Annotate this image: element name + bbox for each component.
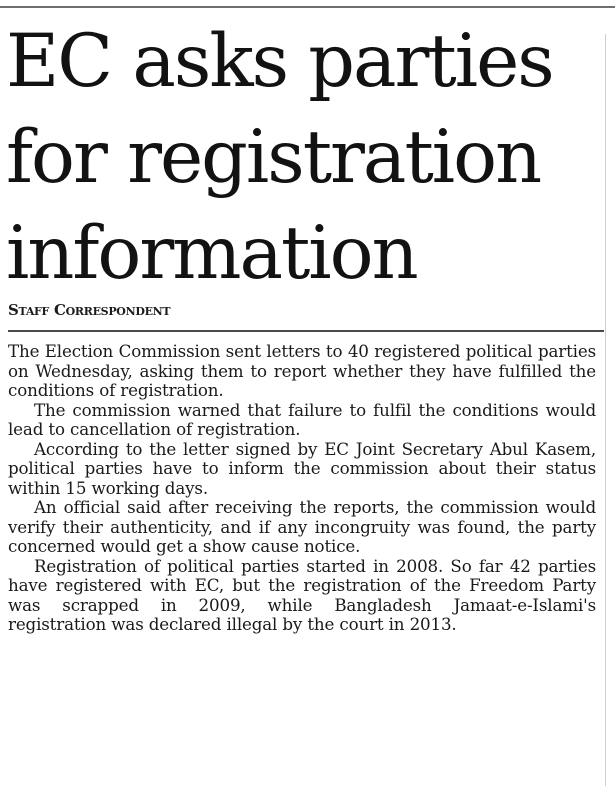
column-edge-rule bbox=[605, 34, 606, 786]
headline bbox=[6, 14, 604, 302]
article-paragraph-5: Registration of political parties started in 2008. So far 42 parties have registered with EC, but the registration of the Freedom Party was scrapped in 2009, while Bangladesh Jamaat-e-Islami's registration was declared illegal by the court in 2013. bbox=[8, 555, 596, 634]
byline-divider bbox=[8, 330, 604, 332]
article-body bbox=[8, 342, 596, 635]
article-paragraph-2: The commission warned that failure to fulfil the conditions would lead to cancellation of registration. bbox=[8, 399, 596, 439]
headline-line-3: information bbox=[6, 211, 417, 296]
headline-line-1: EC asks parties bbox=[6, 19, 553, 104]
byline: Staff Correspondent bbox=[8, 301, 171, 319]
article-paragraph-4: An official said after receiving the reports, the commission would verify their authenticity, and if any incongruity was found, the party concerned would get a show cause notice. bbox=[8, 497, 596, 556]
article-paragraph-3: According to the letter signed by EC Joint Secretary Abul Kasem, political parties have to inform the commission about their status within 15 working days. bbox=[8, 438, 596, 498]
top-rule bbox=[0, 6, 615, 8]
article-paragraph-1: The Election Commission sent letters to 40 registered political parties on Wednesday, asking them to report whether they have fulfilled the conditions of registration. bbox=[8, 341, 596, 400]
headline-line-2: for registration bbox=[6, 115, 541, 200]
